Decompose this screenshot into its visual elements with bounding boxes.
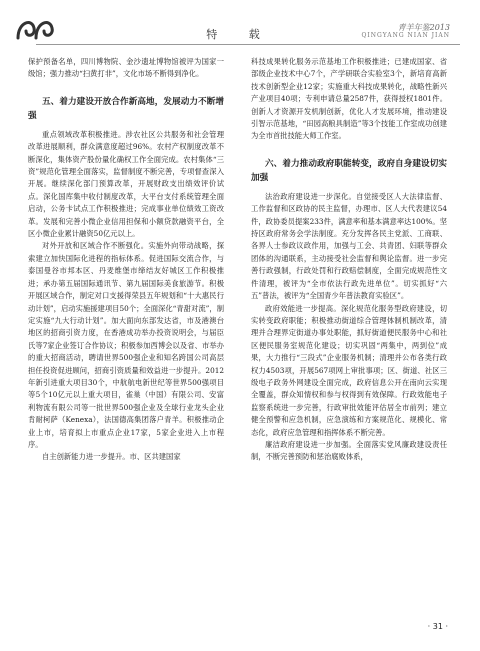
page-header <box>0 0 480 52</box>
section-heading: 五、着力建设开放合作新高地，发展动力不断增强 <box>28 96 224 121</box>
page-number: · 31 · <box>427 622 448 631</box>
left-column <box>28 56 224 464</box>
section-title: 特 载 <box>206 28 274 41</box>
paragraph: 科技成果转化服务示范基地工作积极推进；已建成国家、省部级企业技术中心7个，产学研联合实验室3个，新培育高新技术创新型企业12家；实施重大科技成果转化，战略性新兴产业项目40项；专利申请总量2587件，获得授权1801件。创新人才资源开发机制创新，优化人才发展环境，推动建设引智示范基地，“田园高粮具制造”等3个技能工作室成功创建为全市首批技能大师工作室。 <box>251 57 447 141</box>
paragraph: 保护预备名单，四川博物院、金沙遗址博物馆被评为国家一级馆；强力推动“扫黄打非”，文化市场不断得到净化。 <box>28 57 224 79</box>
paragraph: 自主创新能力进一步提升。市、区共建国家 <box>42 452 181 462</box>
header-divider <box>36 44 460 45</box>
yearbook-title: 青羊年鉴2013 <box>397 23 450 32</box>
right-column <box>251 56 447 464</box>
yearbook-subtitle: QINGYANG NIAN JIAN <box>361 32 450 39</box>
paragraph: 政府效能进一步提高。深化规范化服务型政府建设，切实转变政府职能；积极推动街道综合管理体制机制改革，清理并合理界定街道办事处职能，抓好街道便民服务中心和社区便民服务室规范化建设；切实巩固“两集中，两到位”成果，大力推行“三段式”企业服务机制；清理并公布各类行政权力4503项，开展567项网上审批事项；区、街道、社区三级电子政务外网建设全面完成，政府信息公开在南向云实现全覆盖，群众知情权和参与权得到有效保障。行政效能电子监察系统进一步完善，行政审批效能评估居全市前列；建立健全预警和应急机制，应急演练和方案规范化、规模化、常态化，政府应急管理和指挥体系不断完善。 <box>251 303 447 437</box>
paragraph: 重点领域改革积极推进。涉农社区公共服务和社会管理改革进展顺利，群众满意度超过96%。农村产权制度改革不断深化，集体资产股份量化确权工作全面完成。农村集体“三资”规范化管理全面落实，监督制度不断完善，专项督查深入开展。继续深化部门预算改革，开展财政支出绩效评价试点。深化国库集中收付制度改革，大平台支付系统管理全面启动，公务卡试点工作积极推进；完成事业单位绩效工资改革。发展和完善小微企业信用担保和小额贷款融资平台，全区小微企业累计融资50亿元以上。 <box>28 129 224 239</box>
paragraph: 法治政府建设进一步深化。自觉接受区人大法律监督、工作监督和区政协的民主监督，办理市、区人大代表建议54件，政协委员提案233件，满意率和基本满意率达100%。坚持区政府常务会学法制度。充分发挥各民主党派、工商联、各界人士参政议政作用，加强与工会、共青团、妇联等群众团体的沟通联系，主动接受社会监督和舆论监督。进一步完善行政强制，行政处罚和行政赔偿制度，全面完成规范性文件清理，被评为“全市依法行政先进单位”。切实抓好“六五”普法，被评为“全国青少年普法教育实验区”。 <box>251 191 447 301</box>
section-heading: 六、着力推动政府职能转变，政府自身建设切实加强 <box>251 158 447 183</box>
paragraph: 对外开放和区域合作不断强化。实施外向带动战略，探索建立加快国际化进程的指标体系。促进国际交流合作，与泰国曼谷市邦本区、丹麦维堡市缔结友好城区工作积极推进；承办第五届国际通讯节、第九届国际美食旅游节。积极开展区域合作，制定对口支援得荣县五年规划和“十大惠民行动计划”，启动实施援建项目50个；全面深化“青甜对流”，制定实施“九大行动计划”。加大面向东部发达省，市及港澳台地区的招商引资力度，在香港成功举办投资说明会，与届臣氏等7家企业签订合作协议；积极参加西博会以及省、市举办的重大招商活动，聘请世界500强企业和知名跨国公司高层担任投资促进顾问，招商引资质量和效益进一步提升。2012年新引进重大项目30个，中航航电新世纪等世界500强项目等5个10亿元以上重大项目，雀巢（中国）有限公司、安富利物流有限公司等一批世界500强企业及全球行业龙头企业肯耐柯萨（Kenexa），法国德高集团落户青羊。积极推动企业上市，培育拟上市重点企业17家，5家企业进入上市程序。 <box>28 241 224 449</box>
paragraph: 廉洁政府建设进一步加强。全面落实党风廉政建设责任制，不断完善预防和惩治腐败体系， <box>251 439 447 462</box>
